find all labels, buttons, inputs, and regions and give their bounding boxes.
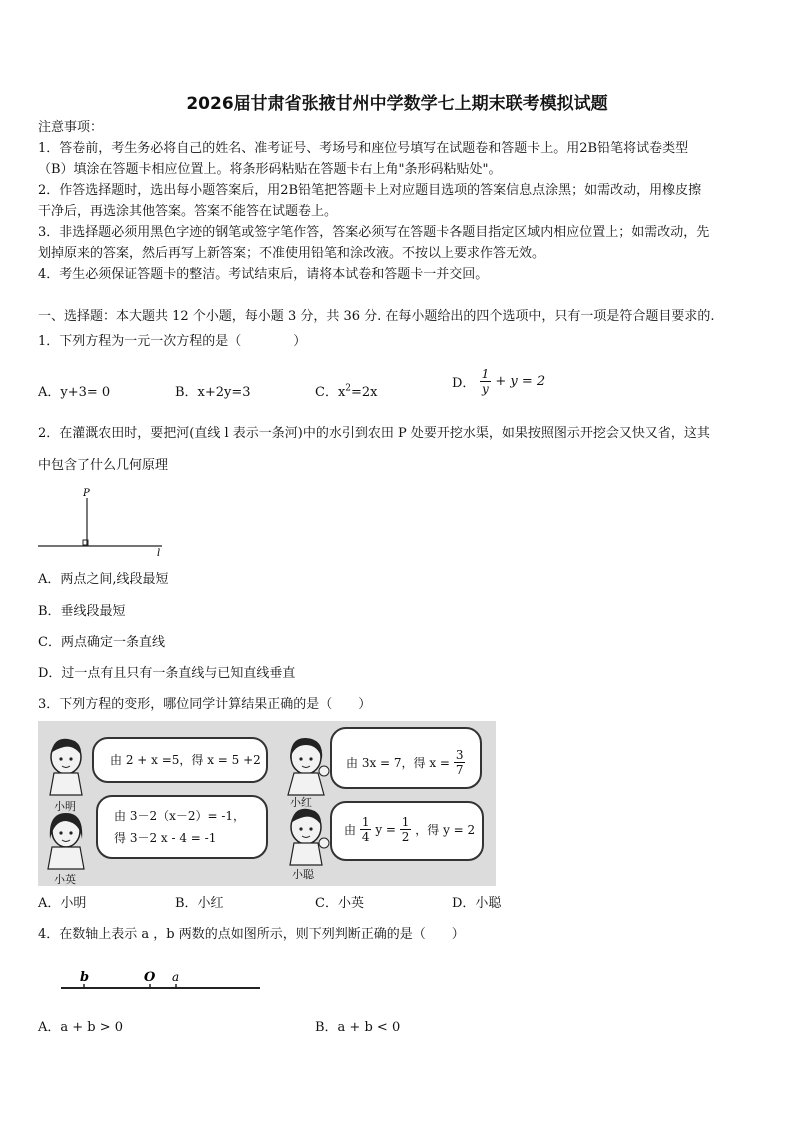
notice-line-3: 2．作答选择题时，选出每小题答案后，用2B铅笔把答题卡上对应题目选项的答案信息点涂黑；如需改动，用橡皮擦 — [38, 183, 702, 198]
label-a: a — [172, 970, 180, 984]
bubble-xiaoying — [96, 795, 268, 859]
q2-perpendicular-figure — [30, 484, 180, 564]
q3-stem: 3．下列方程的变形，哪位同学计算结果正确的是（ ） — [38, 697, 372, 712]
xiaoming-text: 由 2 + x =5，得 x = 5 +2 — [110, 753, 261, 767]
kid-xiaoying-icon — [44, 809, 94, 875]
kid-xiaocong-icon — [284, 803, 332, 869]
q4-option-a: A．a + b > 0 — [38, 1020, 124, 1035]
q3-dialogue-picture — [38, 721, 496, 886]
xiaohong-numerator: 3 — [455, 748, 464, 762]
xiaocong-fraction-1 — [360, 815, 372, 844]
q1-option-d-label: D． — [452, 376, 476, 391]
xiaocong-fraction-2 — [400, 815, 412, 844]
q1-option-c-exponent: 2 — [345, 383, 352, 394]
q1-option-c — [315, 381, 378, 400]
name-xiaoming: 小明 — [54, 800, 76, 813]
kid-xiaoming-icon — [44, 733, 92, 799]
bubble-xiaohong — [330, 727, 482, 789]
xiaoying-text-1: 由 3－2（x－2）= -1， — [114, 809, 246, 823]
kid-xiaohong-icon — [284, 733, 332, 799]
q4-number-line — [55, 965, 270, 997]
q2-option-b: B．垂线段最短 — [38, 604, 126, 619]
notice-line-1: 1．答卷前，考生务必将自己的姓名、准考证号、考场号和座位号填写在试题卷和答题卡上。用2B铅笔将试卷类型 — [38, 141, 689, 156]
q2-stem-line-1: 2．在灌溉农田时，要把河(直线 l 表示一条河)中的水引到农田 P 处要开挖水渠，如果按照图示开挖会又快又省，这其 — [38, 426, 710, 441]
q1-d-denominator: y — [482, 382, 489, 396]
q3-option-b: B．小红 — [175, 896, 224, 911]
point-p-label: P — [83, 488, 90, 499]
xiaocong-denominator-2: 2 — [401, 830, 410, 844]
xiaoying-text-2: 得 3－2 x - 4 = -1 — [114, 831, 217, 845]
q1-stem: 1．下列方程为一元一次方程的是（ ） — [38, 334, 307, 349]
q3-option-c: C．小英 — [315, 896, 364, 911]
notice-line-6: 划掉原来的答案，然后再写上新答案；不准使用铅笔和涂改液。不按以上要求作答无效。 — [38, 246, 546, 261]
xiaocong-text — [344, 815, 475, 844]
label-o: O — [144, 970, 156, 985]
name-xiaocong: 小聪 — [292, 868, 314, 881]
q1-option-d-fraction — [480, 367, 492, 396]
xiaocong-text-post: ，得 y = 2 — [415, 823, 476, 837]
section-heading: 一、选择题：本大题共 12 个小题，每小题 3 分，共 36 分. 在每小题给出的四个选项中，只有一项是符合题目要求的. — [38, 309, 715, 324]
name-xiaohong: 小红 — [290, 796, 312, 809]
name-xiaoying: 小英 — [54, 873, 76, 886]
xiaocong-numerator-1: 1 — [361, 815, 370, 829]
q3-option-a: A．小明 — [38, 896, 87, 911]
q1-option-d-rest: + y = 2 — [495, 374, 546, 389]
xiaohong-denominator: 7 — [455, 763, 464, 777]
xiaohong-text — [346, 748, 465, 777]
q1-option-c-rest: =2x — [351, 385, 378, 400]
q2-option-d: D．过一点有且只有一条直线与已知直线垂直 — [38, 666, 296, 681]
xiaocong-denominator-1: 4 — [361, 830, 370, 844]
xiaocong-numerator-2: 1 — [401, 815, 410, 829]
xiaohong-fraction — [454, 748, 466, 777]
q1-option-a: A．y+3= 0 — [38, 385, 111, 400]
notice-line-2: （B）填涂在答题卡相应位置上。将条形码粘贴在答题卡右上角"条形码粘贴处"。 — [38, 162, 502, 177]
notice-line-4: 干净后，再选涂其他答案。答案不能答在试题卷上。 — [38, 204, 338, 219]
q2-option-a: A．两点之间,线段最短 — [38, 572, 169, 587]
q3-option-d: D．小聪 — [452, 896, 502, 911]
xiaocong-text-mid: y = — [375, 822, 396, 837]
notice-line-5: 3．非选择题必须用黑色字迹的钢笔或签字笔作答，答案必须写在答题卡各题目指定区域内相应位置上；如需改动，先 — [38, 225, 710, 240]
q1-d-numerator: 1 — [481, 367, 490, 381]
page-title: 2026届甘肃省张掖甘州中学数学七上期末联考模拟试题 — [186, 94, 608, 114]
notice-header: 注意事项： — [38, 120, 104, 135]
q1-option-d — [452, 367, 545, 396]
bubble-xiaocong — [330, 801, 484, 861]
line-l-label: l — [157, 548, 161, 559]
q1-option-c-base: C．x — [315, 385, 346, 400]
xiaohong-text-pre: 由 3x = 7，得 x = — [346, 756, 450, 770]
q4-stem: 4．在数轴上表示 a ，b 两数的点如图所示，则下列判断正确的是（ ） — [38, 927, 465, 942]
bubble-xiaoming — [92, 737, 268, 783]
q4-option-b: B．a + b < 0 — [315, 1020, 401, 1035]
label-b: b — [80, 970, 90, 985]
notice-line-7: 4．考生必须保证答题卡的整洁。考试结束后，请将本试卷和答题卡一并交回。 — [38, 267, 489, 282]
q2-option-c: C．两点确定一条直线 — [38, 635, 165, 650]
q2-stem-line-2: 中包含了什么几何原理 — [38, 458, 169, 473]
q1-option-b: B．x+2y=3 — [175, 385, 251, 400]
xiaocong-text-pre: 由 — [344, 823, 357, 837]
